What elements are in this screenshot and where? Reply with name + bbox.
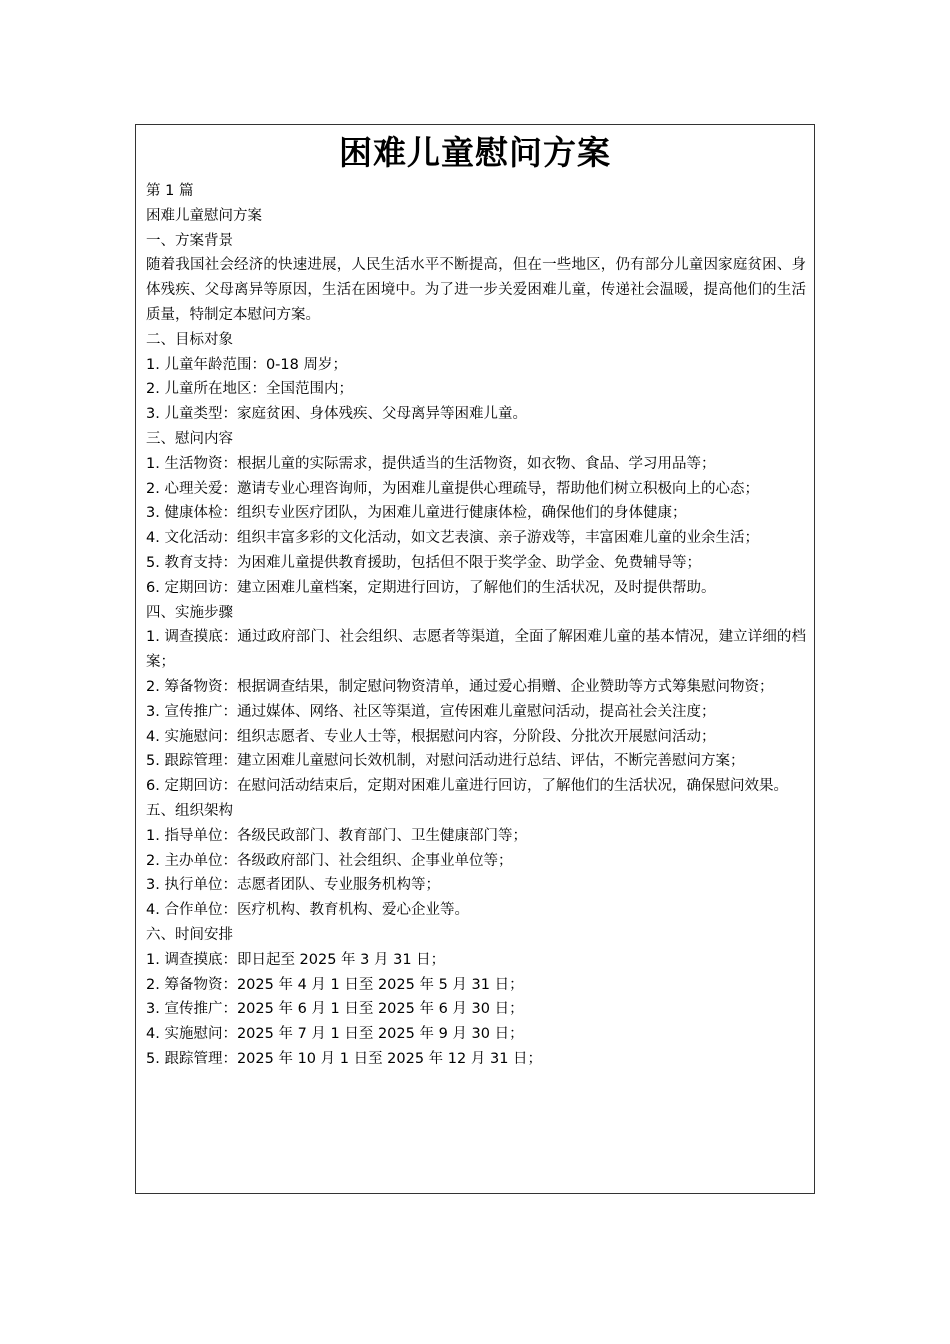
paragraph-background: 随着我国社会经济的快速进展，人民生活水平不断提高，但在一些地区，仍有部分儿童因家庭贫困、身体残疾、父母离异等原因，生活在困境中。为了进一步关爱困难儿童，传递社会温暖，提高他们的生活质量，特制定本慰问方案。: [146, 257, 806, 323]
subtitle: 困难儿童慰问方案: [146, 207, 262, 224]
list-item: 2. 儿童所在地区：全国范围内；: [146, 381, 353, 398]
chapter-label: 第 1 篇: [146, 183, 194, 199]
list-item: 3. 健康体检：组织专业医疗团队，为困难儿童进行健康体检，确保他们的身体健康；: [146, 505, 687, 522]
list-item: 6. 定期回访：在慰问活动结束后，定期对困难儿童进行回访，了解他们的生活状况，确保慰问效果。: [146, 778, 788, 795]
section-heading-content: 三、慰问内容: [146, 430, 233, 447]
list-item: 3. 宣传推广：2025 年 6 月 1 日至 2025 年 6 月 30 日；: [146, 1001, 524, 1018]
list-item: 1. 指导单位：各级民政部门、教育部门、卫生健康部门等；: [146, 827, 527, 844]
section-heading-steps: 四、实施步骤: [146, 604, 233, 621]
list-item: 1. 调查摸底：即日起至 2025 年 3 月 31 日；: [146, 951, 446, 968]
document-frame: [135, 124, 815, 1194]
list-item: 2. 筹备物资：根据调查结果，制定慰问物资清单，通过爱心捐赠、企业赞助等方式筹集慰问物资；: [146, 678, 774, 695]
section-heading-targets: 二、目标对象: [146, 331, 233, 348]
list-item: 2. 心理关爱：邀请专业心理咨询师，为困难儿童提供心理疏导，帮助他们树立积极向上的心态；: [146, 480, 759, 497]
list-item: 4. 文化活动：组织丰富多彩的文化活动，如文艺表演、亲子游戏等，丰富困难儿童的业余生活；: [146, 530, 759, 547]
section-heading-organization: 五、组织架构: [146, 802, 233, 819]
list-item: 1. 生活物资：根据儿童的实际需求，提供适当的生活物资，如衣物、食品、学习用品等；: [146, 455, 716, 472]
list-item: 2. 主办单位：各级政府部门、社会组织、企事业单位等；: [146, 852, 513, 869]
document-title: 困难儿童慰问方案: [339, 133, 611, 172]
list-item: 6. 定期回访：建立困难儿童档案，定期进行回访，了解他们的生活状况，及时提供帮助。: [146, 579, 716, 596]
section-heading-schedule: 六、时间安排: [146, 926, 233, 943]
list-item: 1. 儿童年龄范围：0-18 周岁；: [146, 356, 347, 373]
list-item: 3. 儿童类型：家庭贫困、身体残疾、父母离异等困难儿童。: [146, 406, 527, 423]
list-item: 4. 合作单位：医疗机构、教育机构、爱心企业等。: [146, 902, 469, 919]
list-item: 2. 筹备物资：2025 年 4 月 1 日至 2025 年 5 月 31 日；: [146, 976, 524, 993]
list-item: 3. 宣传推广：通过媒体、网络、社区等渠道，宣传困难儿童慰问活动，提高社会关注度；: [146, 703, 716, 720]
section-heading-background: 一、方案背景: [146, 232, 233, 249]
list-item: 4. 实施慰问：2025 年 7 月 1 日至 2025 年 9 月 30 日；: [146, 1026, 524, 1043]
list-item: 3. 执行单位：志愿者团队、专业服务机构等；: [146, 877, 440, 894]
list-item: 5. 教育支持：为困难儿童提供教育援助，包括但不限于奖学金、助学金、免费辅导等；: [146, 554, 701, 571]
list-item: 5. 跟踪管理：建立困难儿童慰问长效机制，对慰问活动进行总结、评估，不断完善慰问方案；: [146, 753, 745, 770]
list-item: 4. 实施慰问：组织志愿者、专业人士等，根据慰问内容，分阶段、分批次开展慰问活动；: [146, 728, 716, 745]
list-item: 5. 跟踪管理：2025 年 10 月 1 日至 2025 年 12 月 31 日；: [146, 1050, 543, 1067]
list-item: 1. 调查摸底：通过政府部门、社会组织、志愿者等渠道，全面了解困难儿童的基本情况，建立详细的档案；: [146, 629, 806, 671]
document-body: [136, 179, 814, 1072]
